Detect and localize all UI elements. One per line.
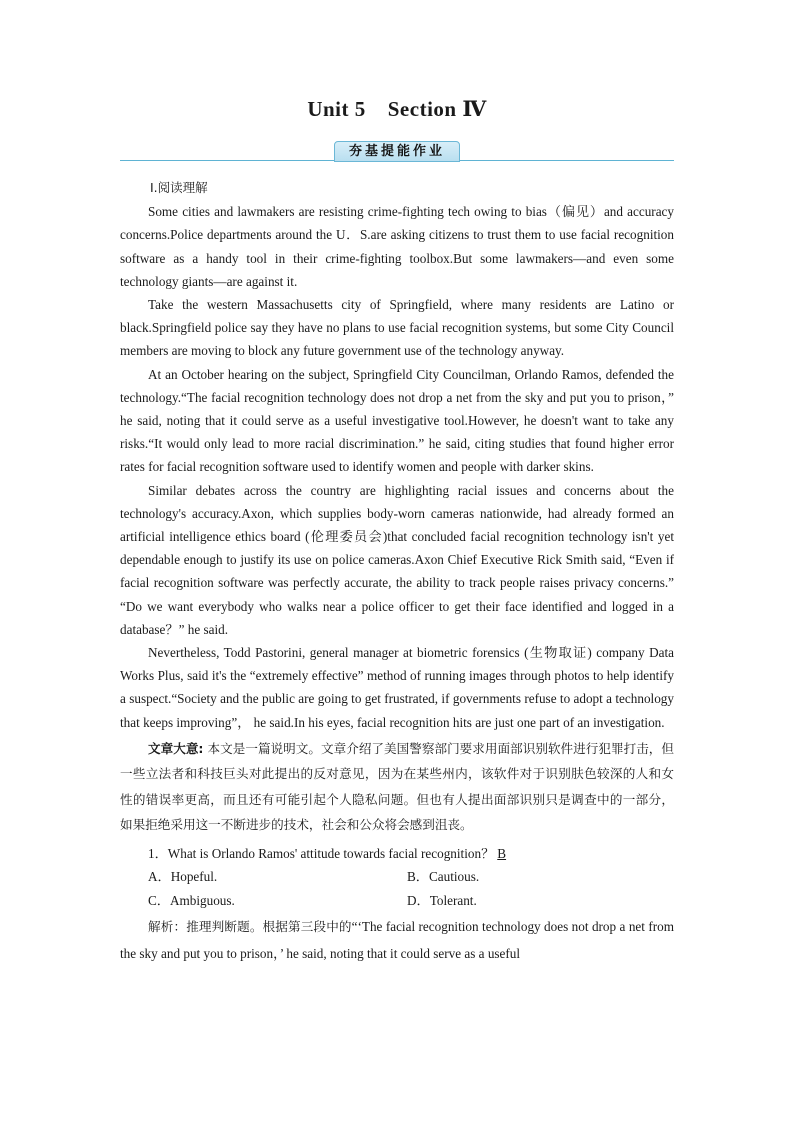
page-title	[0, 96, 794, 122]
passage-paragraph-3: At an October hearing on the subject, Springfield City Councilman, Orlando Ramos, defended the technology.“The facial recognition technology does not drop a net from the sky and put you to prison，” he said, noting that it could serve as a useful investigative tool.However, he doesn't want to take any risks.“It would only lead to more racial discrimination.” he said, citing studies that found higher error rates for facial recognition software used to identify women and people with darker skins.	[120, 366, 674, 475]
unit-label: Unit 5	[307, 97, 366, 121]
options-row	[148, 865, 674, 889]
analysis-text-en: “‘The facial recognition technology does not drop a net from the sky and put you to prison，’ he said, noting that it could serve as a useful	[120, 918, 675, 961]
homework-banner: 夯基提能作业	[334, 141, 460, 162]
article-summary	[120, 736, 674, 838]
question-number: 1．	[148, 845, 168, 861]
question-1	[120, 842, 674, 865]
passage-paragraph-4: Similar debates across the country are highlighting racial issues and concerns about the technology's accuracy.Axon, which supplies body-worn cameras nationwide, had already formed an artificial intelligence ethics board (伦理委员会)that concluded facial recognition technology isn't yet dependable enough to justify its use on police cameras.Axon Chief Executive Rick Smith said, “Even if facial recognition software was perfectly accurate, the ability to track people raises privacy concerns.” “Do we want everybody who walks near a police officer to get their face identified and logged in a database？” he said.	[120, 482, 674, 637]
answer-options	[120, 865, 674, 913]
document-body	[120, 176, 674, 967]
passage-paragraph-2: Take the western Massachusetts city of Springfield, where many residents are Latino or black.Springfield police say they have no plans to use facial recognition systems, but some City Council members are moving to block any future government use of the technology anyway.	[120, 297, 674, 359]
question-answer: B	[497, 845, 507, 861]
analysis-text-cn: 推理判断题。根据第三段中的	[186, 918, 352, 934]
option-c: C．Ambiguous.	[148, 892, 235, 908]
reading-section-label: Ⅰ.阅读理解	[150, 180, 208, 195]
analysis	[120, 913, 674, 967]
summary-label: 文章大意:	[148, 740, 204, 756]
option-b: B．Cautious.	[407, 868, 480, 884]
option-d: D．Tolerant.	[407, 892, 477, 908]
options-row	[148, 889, 674, 913]
option-a: A．Hopeful.	[148, 868, 218, 884]
analysis-label: 解析：	[148, 918, 187, 934]
section-label-title: Section Ⅳ	[387, 97, 487, 121]
summary-text: 本文是一篇说明文。文章介绍了美国警察部门要求用面部识别软件进行犯罪打击，但一些立法者和科技巨头对此提出的反对意见，因为在某些州内，该软件对于识别肤色较深的人和女性的错误率更高，而且还有可能引起个人隐私问题。但也有人提出面部识别只是调查中的一部分，如果拒绝采用这一不断进步的技术，社会和公众将会感到沮丧。	[120, 740, 675, 833]
passage-paragraph-1: Some cities and lawmakers are resisting crime-fighting tech owing to bias（偏见）and accuracy concerns.Police departments around the U．S.are asking citizens to trust them to use facial recognition software as a handy tool in their crime-fighting toolbox.But some lawmakers—and even some technology giants—are against it.	[120, 204, 674, 289]
question-text: What is Orlando Ramos' attitude towards facial recognition？	[167, 845, 495, 861]
passage-paragraph-5: Nevertheless, Todd Pastorini, general manager at biometric forensics (生物取证) company Data Works Plus, said it's the “extremely effective” method of running images through photos to help identify a suspect.“Society and the public are going to get frustrated, if governments refuse to adopt a technology that keeps improving”， he said.In his eyes, facial recognition hits are just one part of an investigation.	[120, 645, 674, 730]
